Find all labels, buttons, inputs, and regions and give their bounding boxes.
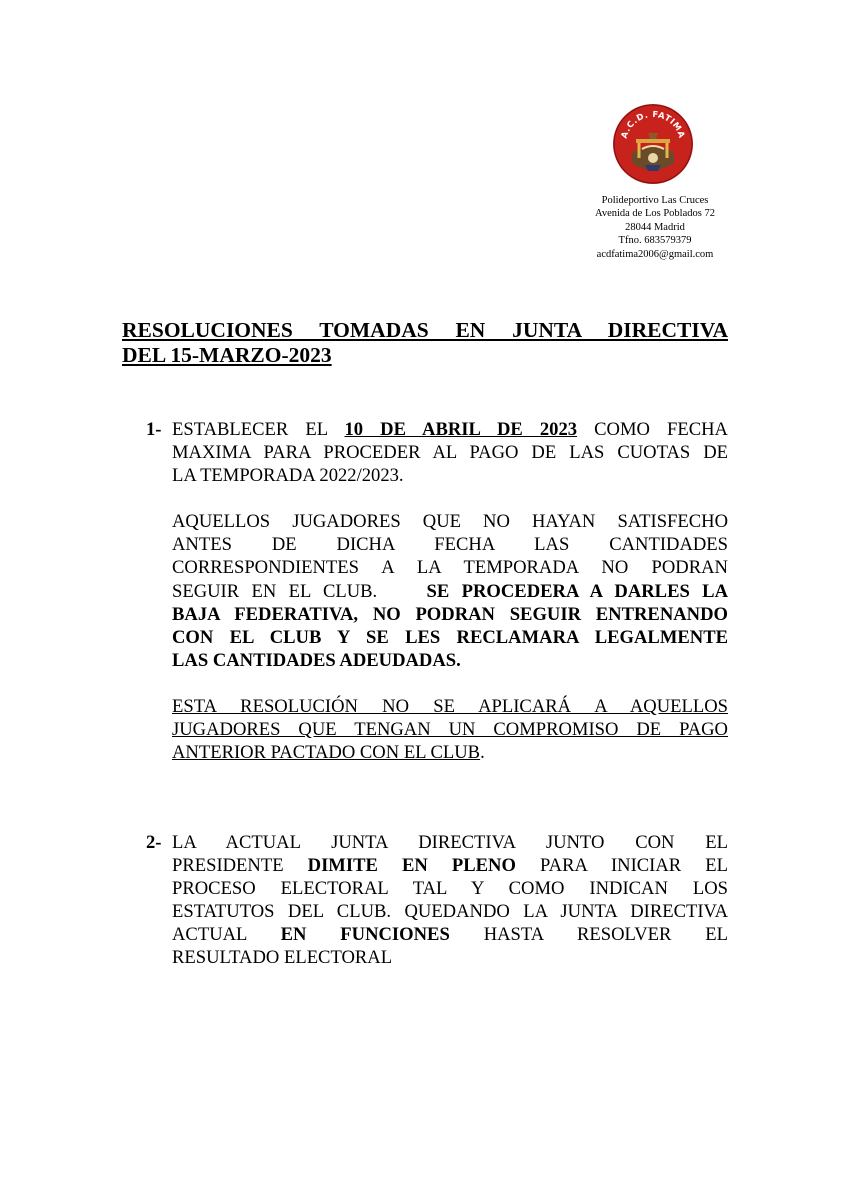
paragraph-line: [172, 580, 728, 603]
resolution-1: [146, 418, 728, 764]
resolution-1-paragraph-1: [172, 418, 728, 487]
paragraph-line: MAXIMA PARA PROCEDER AL PAGO DE LAS CUOTAS DE: [172, 442, 728, 464]
paragraph-line: CON EL CLUB Y SE LES RECLAMARA LEGALMENTE: [172, 626, 728, 648]
paragraph-line: LA ACTUAL JUNTA DIRECTIVA JUNTO CON EL: [172, 832, 728, 853]
resolution-number: 2-: [146, 832, 162, 853]
text-segment: ACTUAL: [172, 924, 247, 946]
address-venue: Polideportivo Las Cruces: [601, 195, 709, 206]
address-email: acdfatima2006@gmail.com: [596, 248, 714, 260]
paragraph-line: ANTES DE DICHA FECHA LAS CANTIDADES: [172, 534, 728, 556]
text-segment: HASTA RESOLVER EL: [483, 924, 728, 946]
document-title: [122, 318, 728, 368]
text-segment: PRESIDENTE: [172, 855, 284, 877]
text-segment: PARA INICIAR EL: [540, 855, 728, 877]
paragraph-line: ESTATUTOS DEL CLUB. QUEDANDO LA JUNTA DIRECTIVA: [172, 901, 728, 923]
address-city: 28044 Madrid: [625, 221, 685, 233]
resolution-number: 1-: [146, 419, 162, 440]
text-segment: .: [480, 742, 485, 764]
bold-segment: SE PROCEDERA A DARLES LA: [426, 580, 728, 602]
resolution-2-paragraph: [172, 831, 728, 970]
paragraph-line: [172, 854, 728, 877]
resolution-1-paragraph-3: [172, 695, 728, 764]
paragraph-line: [172, 741, 728, 764]
paragraph-line: LAS CANTIDADES ADEUDADAS.: [172, 649, 461, 671]
paragraph-line: LA TEMPORADA 2022/2023.: [172, 465, 404, 487]
paragraph-line: ESTA RESOLUCIÓN NO SE APLICARÁ A AQUELLOS: [172, 695, 728, 717]
paragraph-line: CORRESPONDIENTES A LA TEMPORADA NO PODRAN: [172, 557, 728, 579]
club-logo: [612, 103, 694, 185]
address-phone: Tfno. 683579379: [618, 235, 692, 247]
title-line-2: DEL 15-MARZO-2023: [122, 343, 332, 367]
bold-segment: EN FUNCIONES: [280, 924, 450, 946]
paragraph-line: [172, 418, 728, 441]
address-street: Avenida de Los Poblados 72: [595, 208, 715, 220]
text-segment: COMO FECHA: [594, 419, 728, 440]
resolution-2: [146, 831, 728, 970]
paragraph-line: [172, 923, 728, 946]
bold-segment: DIMITE EN PLENO: [307, 855, 516, 877]
text-segment: ESTABLECER EL: [172, 419, 328, 440]
paragraph-line: AQUELLOS JUGADORES QUE NO HAYAN SATISFECHO: [172, 511, 728, 533]
club-address: [560, 194, 750, 261]
paragraph-line: BAJA FEDERATIVA, NO PODRAN SEGUIR ENTRENANDO: [172, 603, 728, 625]
resolution-1-paragraph-2: [172, 510, 728, 672]
text-segment: ANTERIOR PACTADO CON EL CLUB: [172, 742, 481, 764]
deadline-date: 10 DE ABRIL DE 2023: [344, 419, 578, 440]
paragraph-line: JUGADORES QUE TENGAN UN COMPROMISO DE PAGO: [172, 719, 728, 741]
logo-text: A.C.D. FATIMA: [618, 108, 688, 140]
title-line-1: RESOLUCIONES TOMADAS EN JUNTA DIRECTIVA: [122, 318, 728, 342]
text-segment: SEGUIR EN EL CLUB.: [172, 580, 378, 602]
paragraph-line: RESULTADO ELECTORAL: [172, 947, 393, 969]
paragraph-line: PROCESO ELECTORAL TAL Y COMO INDICAN LOS: [172, 878, 728, 900]
